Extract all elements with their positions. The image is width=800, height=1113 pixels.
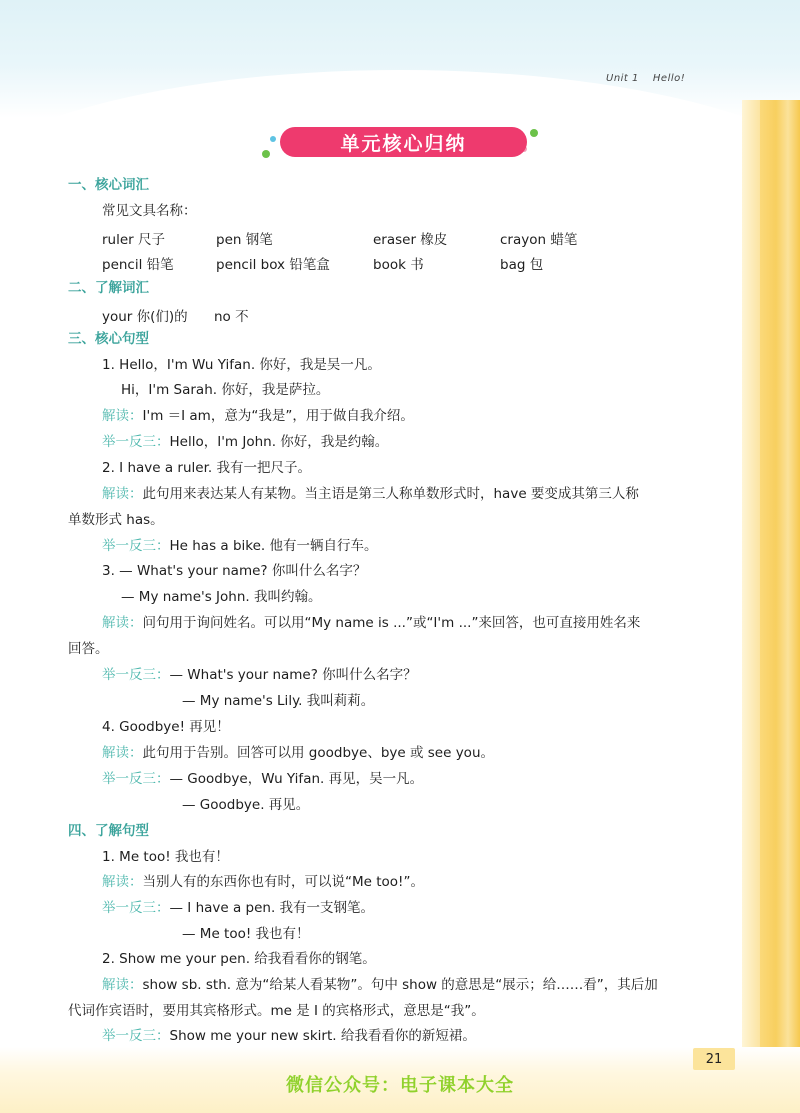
example-tag: 举一反三： — [102, 434, 170, 450]
explain-tag: 解读： — [102, 408, 143, 424]
example-text: Show me your new skirt. 给我看看你的新短裙。 — [169, 1028, 476, 1044]
explanation — [102, 614, 640, 632]
section-heading: 二、了解词汇 — [68, 280, 149, 296]
explanation — [102, 873, 424, 891]
sentence: 2. Show me your pen. 给我看看你的钢笔。 — [102, 951, 376, 967]
vocab-item: book 书 — [373, 257, 424, 273]
vocab-item: pencil box 铅笔盒 — [216, 257, 330, 273]
vocab-item: ruler 尺子 — [102, 232, 166, 248]
sentence: 3. — What's your name? 你叫什么名字？ — [102, 563, 367, 579]
vocab-item: pencil 铅笔 — [102, 257, 174, 273]
page-edge — [760, 100, 800, 1113]
vocab-item: pen 钢笔 — [216, 232, 273, 248]
page-number: 21 — [693, 1048, 735, 1070]
explain-tag: 解读： — [102, 615, 143, 631]
example-text: — Goodbye. 再见。 — [182, 797, 310, 813]
section-heading: 一、核心词汇 — [68, 177, 149, 193]
example-tag: 举一反三： — [102, 667, 170, 683]
example-text: — Goodbye，Wu Yifan. 再见，吴一凡。 — [169, 771, 424, 787]
section-heading: 四、了解句型 — [68, 823, 149, 839]
decor-dot-icon — [262, 150, 270, 158]
sentence: 4. Goodbye! 再见！ — [102, 719, 230, 735]
footer-watermark: 微信公众号：电子课本大全 — [286, 1075, 514, 1096]
unit-label: Unit 1 — [606, 73, 639, 84]
example-text: Hello，I'm John. 你好，我是约翰。 — [169, 434, 389, 450]
example-text: — My name's Lily. 我叫莉莉。 — [182, 693, 375, 709]
example — [102, 770, 423, 788]
explanation — [102, 407, 414, 425]
example — [102, 433, 388, 451]
example — [102, 537, 378, 555]
explanation — [102, 485, 639, 503]
explain-text: 此句用来表达某人有某物。当主语是第三人称单数形式时，have 要变成其第三人称 — [142, 486, 639, 502]
decor-dot-icon — [270, 136, 276, 142]
example-tag: 举一反三： — [102, 1028, 170, 1044]
lesson-label: Hello! — [652, 73, 686, 84]
example-tag: 举一反三： — [102, 771, 170, 787]
explain-text: I'm ＝I am，意为“我是”，用于做自我介绍。 — [142, 408, 414, 424]
vocab-item: bag 包 — [500, 257, 544, 273]
sentence: 1. Me too! 我也有！ — [102, 849, 229, 865]
example-text: — I have a pen. 我有一支钢笔。 — [169, 900, 375, 916]
explain-text: 问句用于询问姓名。可以用“My name is ...”或“I'm ...”来回答，也可直接用姓名来 — [142, 615, 641, 631]
explain-tag: 解读： — [102, 874, 143, 890]
explain-text: 当别人有的东西你也有时，可以说“Me too!”。 — [142, 874, 424, 890]
explain-text: 代词作宾语时，要用其宾格形式。me 是 I 的宾格形式，意思是“我”。 — [68, 1003, 485, 1019]
explain-tag: 解读： — [102, 486, 143, 502]
page-title: 单元核心归纳 — [280, 127, 527, 157]
decor-dot-icon — [530, 129, 538, 137]
example-tag: 举一反三： — [102, 900, 170, 916]
example — [102, 666, 417, 684]
explain-tag: 解读： — [102, 745, 143, 761]
example-text: He has a bike. 他有一辆自行车。 — [169, 538, 378, 554]
known-word: your 你(们)的 — [102, 309, 188, 325]
sentence: 2. I have a ruler. 我有一把尺子。 — [102, 460, 311, 476]
section-heading: 三、核心句型 — [68, 331, 149, 347]
sentence: — My name's John. 我叫约翰。 — [121, 589, 322, 605]
vocab-item: eraser 橡皮 — [373, 232, 448, 248]
unit-header — [606, 73, 685, 84]
vocab-item: crayon 蜡笔 — [500, 232, 578, 248]
explanation — [102, 744, 494, 762]
example-tag: 举一反三： — [102, 538, 170, 554]
explain-tag: 解读： — [102, 977, 143, 993]
sentence: 1. Hello，I'm Wu Yifan. 你好，我是吴一凡。 — [102, 357, 381, 373]
explanation — [102, 976, 658, 994]
example — [102, 899, 374, 917]
example — [102, 1027, 476, 1045]
explain-text: 单数形式 has。 — [68, 512, 164, 528]
sentence: Hi，I'm Sarah. 你好，我是萨拉。 — [121, 382, 330, 398]
explain-text: show sb. sth. 意为“给某人看某物”。句中 show 的意思是“展示；给……看”，其后加 — [142, 977, 658, 993]
example-text: — What's your name? 你叫什么名字？ — [169, 667, 417, 683]
explain-text: 回答。 — [68, 641, 109, 657]
vocab-intro: 常见文具名称： — [102, 203, 197, 219]
known-word: no 不 — [214, 309, 249, 325]
explain-text: 此句用于告别。回答可以用 goodbye、bye 或 see you。 — [142, 745, 495, 761]
example-text: — Me too! 我也有！ — [182, 926, 310, 942]
